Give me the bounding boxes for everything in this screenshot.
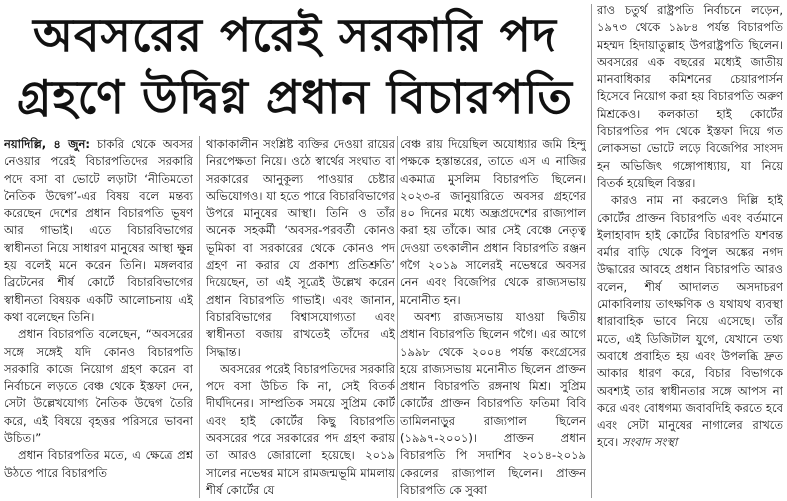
- article-paragraph: বেঞ্চ রায় দিয়েছিল অযোধ্যার জমি হিন্দু পক্ষকে হস্তান্তরের, তাতে এস এ নাজির একমাত্র মুসলিম বিচারপতি ছিলেন। ২০২৩-র জানুয়ারিতে অবসর গ্রহণের ৪০ দিনের মধ্যে অন্ধ্রপ্রদেশের রাজ্যপাল করা হয় তাঁকে। আর সেই বেঞ্চে নেতৃত্ব দেওয়া তৎকালীন প্রধান বিচারপতি রঞ্জন গগৈ ২০১৯ সালেরই নভেম্বরে অবসর নেন এবং বিজেপির থেকে রাজ্যসভায় মনোনীত হন।: [400, 137, 586, 307]
- news-agency-credit: সংবাদ সংস্থা: [621, 435, 678, 450]
- column-divider: [591, 4, 592, 498]
- article-paragraph: [4, 136, 193, 326]
- paragraph-text: চাকরি থেকে অবসর নেওয়ার পরেই বিচারপতিদের সরকারি পদে বসা বা ভোটে লড়াটা ‘নীতিমতো নৈতিক উদ্বেগ’-এর বিষয় বলে মন্তব্য করেছেন দেশের প্রধান বিচারপতি ভূষণ আর গাভাই। এতে বিচারবিভাগের স্বাধীনতা নিয়ে সাধারণ মানুষের আস্থা ক্ষুন্ন হয় বলেই মনে করেন তিনি। মঙ্গলবার ব্রিটেনের শীর্ষ কোর্টে বিচারবিভাগের স্বাধীনতা বিষয়ক একটি আলোচনায় এই কথা বলেছেন তিনি।: [4, 137, 193, 324]
- headline-line-1: অবসরের পরেই সরকারি পদ: [33, 8, 557, 62]
- article-paragraph: রাও চতুর্থ রাষ্ট্রপতি নির্বাচনে লড়েন, ১৯৭৩ থেকে ১৯৮৪ পর্যন্ত বিচারপতি মহম্মদ হিদায়াতুল্লাহ উপরাষ্ট্রপতি ছিলেন। অবসরের এক বছরের মধ্যেই জাতীয় মানবাধিকার কমিশনের চেয়ারপার্সন হিসেবে নিয়োগ করা হয় বিচারপতি অরুণ মিশ্রকেও। কলকাতা হাই কোর্টের বিচারপতির পদ থেকে ইস্তফা দিয়ে গত লোকসভা ভোটে লড়ে বিজেপির সাংসদ হন অভিজিৎ গঙ্গোপাধ্যায়, যা নিয়ে বিতর্ক হয়েছিল বিস্তর।: [597, 3, 783, 190]
- article-paragraph: অবশ্য রাজ্যসভায় যাওয়া দ্বিতীয় প্রধান বিচারপতি ছিলেন গগৈ। এর আগে ১৯৯৮ থেকে ২০০৪ পর্যন্ত কংগ্রেসের হয়ে রাজ্যসভায় মনোনীত ছিলেন প্রাক্তন প্রধান বিচারপতি রঙ্গনাথ মিশ্র। সুপ্রিম কোর্টের প্রাক্তন বিচারপতি ফতিমা বিবি তামিলনাড়ুর রাজ্যপাল ছিলেন (১৯৯৭-২০০১)। প্রাক্তন প্রধান বিচারপতি পি সদাশিব ২০১৪-২০১৯ কেরলের রাজ্যপাল ছিলেন। প্রাক্তন বিচারপতি কে সুব্বা: [400, 309, 586, 497]
- article-column-2: [206, 136, 395, 501]
- column-divider: [199, 136, 200, 498]
- dateline: নয়াদিল্লি, ৪ জুন:: [4, 137, 90, 151]
- article-paragraph: [597, 192, 783, 451]
- article-paragraph: প্রধান বিচারপতির মতে, এ ক্ষেত্রে প্রশ্ন উঠতে পারে বিচারপতি: [4, 448, 193, 480]
- column-divider: [397, 136, 398, 498]
- article-column-1: [4, 136, 193, 501]
- article-paragraph: অবসরের পরেই বিচারপতিদের সরকারি পদে বসা উচিত কি না, সেই বিতর্ক দীর্ঘদিনের। সাম্প্রতিক সময়ে সুপ্রিম কোর্ট এবং হাই কোর্টের কিছু বিচারপতি অবসরের পরে সরকারের পদ গ্রহণ করায় তা আরও জোরালো হয়েছে। ২০১৯ সালের নভেম্বর মাসে রামজন্মভূমি মামলায় শীর্ষ কোর্টের যে: [206, 361, 395, 497]
- headline-line-2: গ্রহণে উদ্বিগ্ন প্রধান বিচারপতি: [17, 70, 573, 124]
- article-paragraph: থাকাকালীন সংশ্লিষ্ট ব্যক্তির দেওয়া রায়ের নিরপেক্ষতা নিয়ে। ওঠে স্বার্থের সংঘাত বা সরকারের আনুকূল্য পাওয়ার চেষ্টার অভিযোগও। যা হতে পারে বিচারবিভাগের উপরে মানুষের আস্থা। তিনি ও তাঁর অনেক সহকর্মী ‘অবসর-পরবর্তী কোনও ভূমিকা বা সরকারের থেকে কোনও পদ গ্রহণ না করার যে প্রকাশ্য প্রতিশ্রুতি’ দিয়েছেন, তা এই সূত্রেই উল্লেখ করেন প্রধান বিচারপতি গাভাই। এবং জানান, বিচারবিভাগের বিশ্বাসযোগ্যতা এবং স্বাধীনতা বজায় রাখতেই তাঁদের এই সিদ্ধান্ত।: [206, 137, 395, 359]
- headline: [4, 2, 586, 132]
- paragraph-text: কারও নাম না করলেও দিল্লি হাই কোর্টের প্রাক্তন বিচারপতি এবং বর্তমানে ইলাহাবাদ হাই কোর্টের বিচারপতি যশবন্ত বর্মার বাড়ি থেকে বিপুল অঙ্কের নগদ উদ্ধারের আবহে প্রধান বিচারপতি আরও বলেন, শীর্ষ আদালত অসদাচরণ মোকাবিলায় তাৎক্ষণিক ও যথাযথ ব্যবস্থা ধারাবাহিক ভাবে নিয়ে এসেছে। তাঁর মতে, এই ডিজিটাল যুগে, যেখানে তথ্য অবাধে প্রবাহিত হয় এবং উপলব্ধি দ্রুত আকার ধারণ করে, বিচার বিভাগকে অবশ্যই তার স্বাধীনতার সঙ্গে আপস না করে এবং বোধগম্য জবাবদিহি করতে হবে এবং সেটা মানুষের নাগালের রাখতে হবে।: [597, 193, 783, 450]
- article-column-3: [400, 136, 586, 501]
- article-column-4: [597, 2, 783, 501]
- article-paragraph: প্রধান বিচারপতি বলেছেন, “অবসরের সঙ্গে সঙ্গেই যদি কোনও বিচারপতি সরকারি কাজে নিয়োগ গ্রহণ করেন বা নির্বাচনে লড়তে বেঞ্চ থেকে ইস্তফা দেন, সেটা উল্লেখযোগ্য নৈতিক উদ্বেগ তৈরি করে, এই বিষয়ে বৃহত্তর পরিসরে ভাবনা উচিত।”: [4, 327, 193, 446]
